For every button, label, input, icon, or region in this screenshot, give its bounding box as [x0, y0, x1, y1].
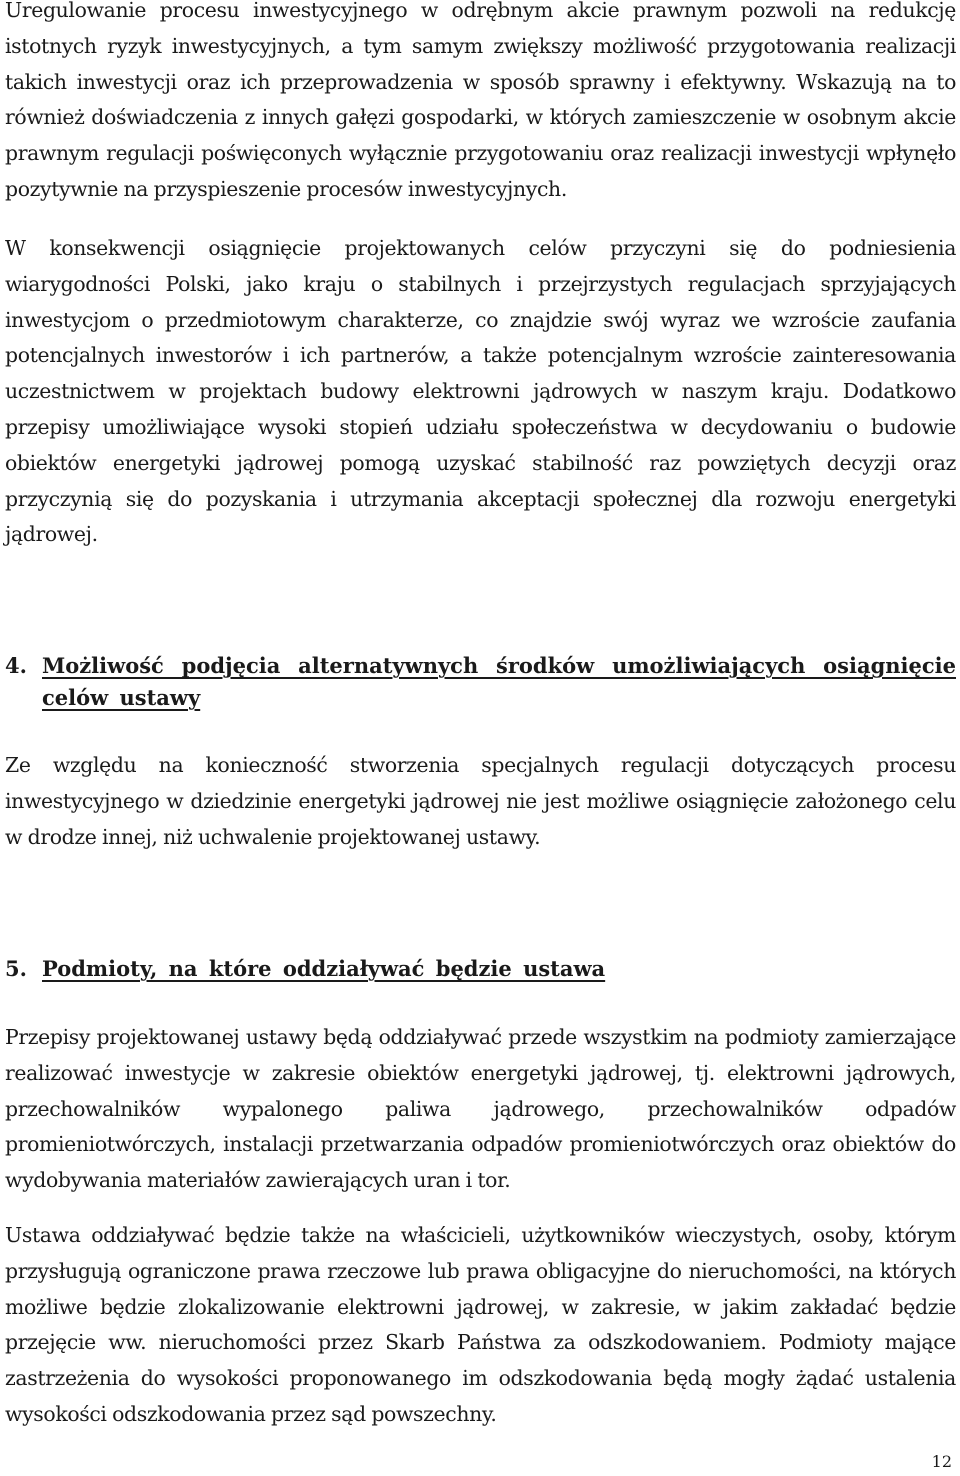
section-5-number: 5. [5, 956, 27, 981]
section-4-heading [5, 650, 956, 714]
section-4-number: 4. [5, 653, 27, 678]
section-5-title: Podmioty, na które oddziaływać będzie ustawa [42, 956, 606, 981]
section-5-paragraph-2: Ustawa oddziaływać będzie także na właścicieli, użytkowników wieczystych, osoby, którym przysługują ograniczone prawa rzeczowe lub prawa obligacyjne do nieruchomości, na których możliwe będzie zlokalizowanie elektrowni jądrowej, w zakresie, w jakim zakładać będzie przejęcie ww. nieruchomości przez Skarb Państwa za odszkodowaniem. Podmioty mające zastrzeżenia do wysokości proponowanego im odszkodowania będą mogły żądać ustalenia wysokości odszkodowania przez sąd powszechny. [5, 1223, 956, 1426]
section-4-paragraph: Ze względu na konieczność stworzenia specjalnych regulacji dotyczących procesu inwestycyjnego w dziedzinie energetyki jądrowej nie jest możliwe osiągnięcie założonego celu w drodze innej, niż uchwalenie projektowanej ustawy. [5, 753, 956, 849]
intro-paragraph-1: Uregulowanie procesu inwestycyjnego w odrębnym akcie prawnym pozwoli na redukcję istotnych ryzyk inwestycyjnych, a tym samym zwiększy możliwość przygotowania realizacji takich inwestycji oraz ich przeprowadzenia w sposób sprawny i efektywny. Wskazują na to również doświadczenia z innych gałęzi gospodarki, w których zamieszczenie w osobnym akcie prawnym regulacji poświęconych wyłącznie przygotowaniu oraz realizacji inwestycji wpłynęło pozytywnie na przyspieszenie procesów inwestycyjnych. [5, 0, 956, 201]
section-5-heading [5, 953, 956, 985]
page-number: 12 [931, 1452, 952, 1471]
intro-paragraph-2: W konsekwencji osiągnięcie projektowanych celów przyczyni się do podniesienia wiarygodności Polski, jako kraju o stabilnych i przejrzystych regulacjach sprzyjających inwestycjom o przedmiotowym charakterze, co znajdzie swój wyraz we wzroście zaufania potencjalnych inwestorów i ich partnerów, a także potencjalnym wzroście zainteresowania uczestnictwem w projektach budowy elektrowni jądrowych w naszym kraju. Dodatkowo przepisy umożliwiające wysoki stopień udziału społeczeństwa w decydowaniu o budowie obiektów energetyki jądrowej pomogą uzyskać stabilność raz powziętych decyzji oraz przyczynią się do pozyskania i utrzymania akceptacji społecznej dla rozwoju energetyki jądrowej. [5, 236, 956, 547]
section-5-paragraph-1: Przepisy projektowanej ustawy będą oddziaływać przede wszystkim na podmioty zamierzające realizować inwestycje w zakresie obiektów energetyki jądrowej, tj. elektrowni jądrowych, przechowalników wypalonego paliwa jądrowego, przechowalników odpadów promieniotwórczych, instalacji przetwarzania odpadów promieniotwórczych oraz obiektów do wydobywania materiałów zawierających uran i tor. [5, 1025, 956, 1193]
section-4-title: Możliwość podjęcia alternatywnych środków umożliwiających osiągnięcie celów ustawy [42, 653, 956, 710]
